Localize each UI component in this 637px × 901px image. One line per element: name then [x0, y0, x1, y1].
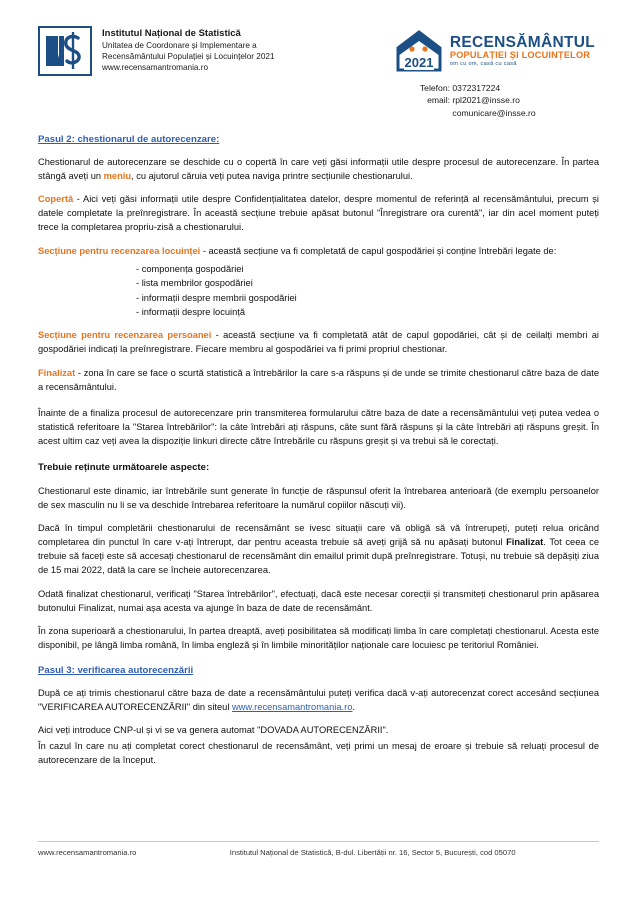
- document-header: [38, 0, 599, 76]
- paragraph-dupa-part2: .: [352, 701, 355, 712]
- sectiune-locuinta-text: - această secțiune va fi completată de capul gospodăriei și conține întrebări legate de:: [200, 245, 557, 256]
- contact-email-row-2: [408, 107, 599, 119]
- step-3-title[interactable]: Pasul 3: verificarea autorecenzării: [38, 665, 194, 677]
- census-wordmark: [450, 35, 595, 68]
- census-house-icon: [394, 28, 444, 74]
- institute-website: www.recensamantromania.ro: [102, 63, 209, 72]
- paragraph-odata: Odată finalizat chestionarul, verificați "Starea întrebărilor", efectuați, dacă este necesar corecții și transmiteți chestionarul prin apăsarea butonului Finalizat, numai așa acesta va ajunge în baza de date de recensământ.: [38, 588, 599, 613]
- coperta-text: - Aici veți găsi informații utile despre Confidențialitatea datelor, despre momentul de referință al recensământului, precum și datele completate la preînregistrare. În această secțiune trebuie apăsat butonul "Înregistrare ora curentă", iar din acel moment puteți trece la completarea propriu-zisă a chestionarului.: [38, 194, 599, 233]
- institute-text-block: [102, 26, 352, 73]
- finalizat-button-mention: Finalizat: [506, 537, 544, 548]
- sectiune-persoane-label: Secțiune pentru recenzarea persoanei: [38, 330, 212, 341]
- paragraph-limba: În zona superioară a chestionarului, în partea dreaptă, aveți posibilitatea să modificați limba în care completați chestionarul. Acesta este disponibil, pe lângă limba română, în limba engleză și în limbile minorităților naționale care locuiesc pe teritoriul României.: [38, 625, 599, 650]
- contact-phone-label: Telefon:: [419, 83, 450, 93]
- list-item: - informații despre membrii gospodăriei: [38, 291, 599, 305]
- svg-text:2021: 2021: [404, 55, 434, 70]
- coperta-label: Copertă: [38, 194, 74, 205]
- document-footer: [38, 841, 599, 857]
- census-logo: [394, 26, 599, 74]
- sectiune-persoane-text: - această secțiune va fi completată atât de capul gopodăriei, cât și de ceilalți membri ai gospodăriei indicați la preînregistrare. Fiecare membru al gospodăriei va fi primi propriul chestionar.: [38, 330, 599, 355]
- step-2-intro-paragraph: [38, 155, 599, 183]
- step-2-title[interactable]: Pasul 2: chestionarul de autorecenzare:: [38, 134, 220, 146]
- institute-sub-2: Recensământului Populației și Locuințelor 2021: [102, 51, 275, 61]
- step-2-intro-text: Chestionarul de autorecenzare se deschide cu o copertă în care veți găsi informații utile despre procesul de autorecenzare. În partea stângă aveți un: [38, 156, 599, 182]
- paragraph-dinamic: Chestionarul este dinamic, iar întrebările sunt generate în funcție de răspunsul oferit la întrebarea anterioară (de exemplu persoanelor de sex masculin nu li se va deschide întrebarea referitoare la numărul copiilor născuți vii).: [38, 485, 599, 510]
- sectiune-locuinta-label: Secțiune pentru recenzarea locuinței: [38, 245, 201, 256]
- contact-block: [408, 82, 599, 119]
- paragraph-cnp: Aici veți introduce CNP-ul și vi se va genera automat "DOVADA AUTORECENZĂRII".: [38, 724, 389, 735]
- ins-logo-icon: [38, 26, 92, 76]
- census-title: RECENSĂMÂNTUL: [449, 33, 595, 51]
- menu-highlight: meniu: [103, 171, 132, 182]
- census-subtitle: POPULAȚIEI ȘI LOCUINȚELOR: [449, 49, 591, 60]
- recensamantromania-link[interactable]: www.recensamantromania.ro: [231, 701, 353, 712]
- paragraph-intrerupere-part2: . Tot ceea ce trebuie să faceți este să accesați chestionarul de recensământ din emailul primit după preînregistrare. Totuși, nu trebuie să depășiți ziua de 15 mai 2022, dată la care se încheie autorecenzarea.: [38, 537, 599, 576]
- aspects-title: Trebuie reținute următoarele aspecte:: [38, 462, 210, 474]
- contact-phone-row: [408, 82, 599, 94]
- contact-phone-value: 0372317224: [452, 83, 501, 93]
- finalizat-paragraph: [38, 366, 599, 394]
- paragraph-intrerupere: [38, 521, 599, 578]
- locuinta-items-list: [38, 262, 599, 320]
- contact-email-label: email:: [427, 95, 450, 106]
- sectiune-locuinta-paragraph: [38, 244, 599, 258]
- institute-name: Institutul Național de Statistică: [102, 28, 241, 39]
- document-body: [38, 133, 599, 767]
- contact-email-row: [408, 94, 599, 106]
- sectiune-persoane-paragraph: [38, 328, 599, 356]
- contact-email-1[interactable]: rpl2021@insse.ro: [452, 95, 520, 106]
- finalizat-text: - zona în care se face o scurtă statistică a întrebărilor la care s-a răspuns și de unde se trimite chestionarul către baza de date a recensământului.: [38, 367, 599, 392]
- step-2-intro-end: , cu ajutorul căruia veți putea naviga printre secțiunile chestionarului.: [131, 171, 413, 182]
- finalizat-label: Finalizat: [38, 367, 76, 378]
- paragraph-intrerupere-part1: Dacă în timpul completării chestionarului de recensământ se ivesc situații care vă obligă să vă întrerupeți, puteți relua oricând completarea din punctul în care v-ați întrerupt, dar pentru aceasta trebuie să aveți grijă să nu apăsați butonul: [38, 523, 599, 548]
- paragraph-dupa: [38, 686, 599, 714]
- footer-address: Institutul Național de Statistică, B-dul. Libertății nr. 16, Sector 5, București, cod 05070: [229, 848, 516, 857]
- paragraph-dupa-part1: După ce ați trimis chestionarul către baza de date a recensământului puteți verifica dacă v-ați autorecenzat corect accesând secțiunea "VERIFICAREA AUTORECENZĂRII" din siteul: [38, 687, 599, 712]
- paragraph-eroare: În cazul în care nu ați completat corect chestionarul de recensământ, veți primi un mesaj de eroare și trebuie să reluați procesul de autorecenzare de la început.: [38, 740, 599, 766]
- list-item: - lista membrilor gospodăriei: [38, 276, 599, 290]
- contact-email-2[interactable]: comunicare@insse.ro: [452, 107, 536, 118]
- census-tagline: om cu om, casă cu casă: [449, 60, 517, 67]
- institute-sub-1: Unitatea de Coordonare și Implementare a: [102, 40, 257, 50]
- list-item: - informații despre locuință: [38, 305, 599, 319]
- coperta-paragraph: [38, 192, 599, 234]
- list-item: - componența gospodăriei: [38, 262, 599, 276]
- footer-website[interactable]: www.recensamantromania.ro: [38, 848, 137, 857]
- paragraph-inainte: Înainte de a finaliza procesul de autorecenzare prin transmiterea formularului către baza de date a recensământului veți putea vedea o statistică referitoare la "Starea întrebărilor": la câte întrebări ați răspuns, câte sunt fără răspuns și la câte întrebări ați răspuns greșit. În acest ultim caz veți avea la dispoziție linkuri directe către întrebările cu răspuns greșit și va trebui să le corectați.: [38, 407, 599, 447]
